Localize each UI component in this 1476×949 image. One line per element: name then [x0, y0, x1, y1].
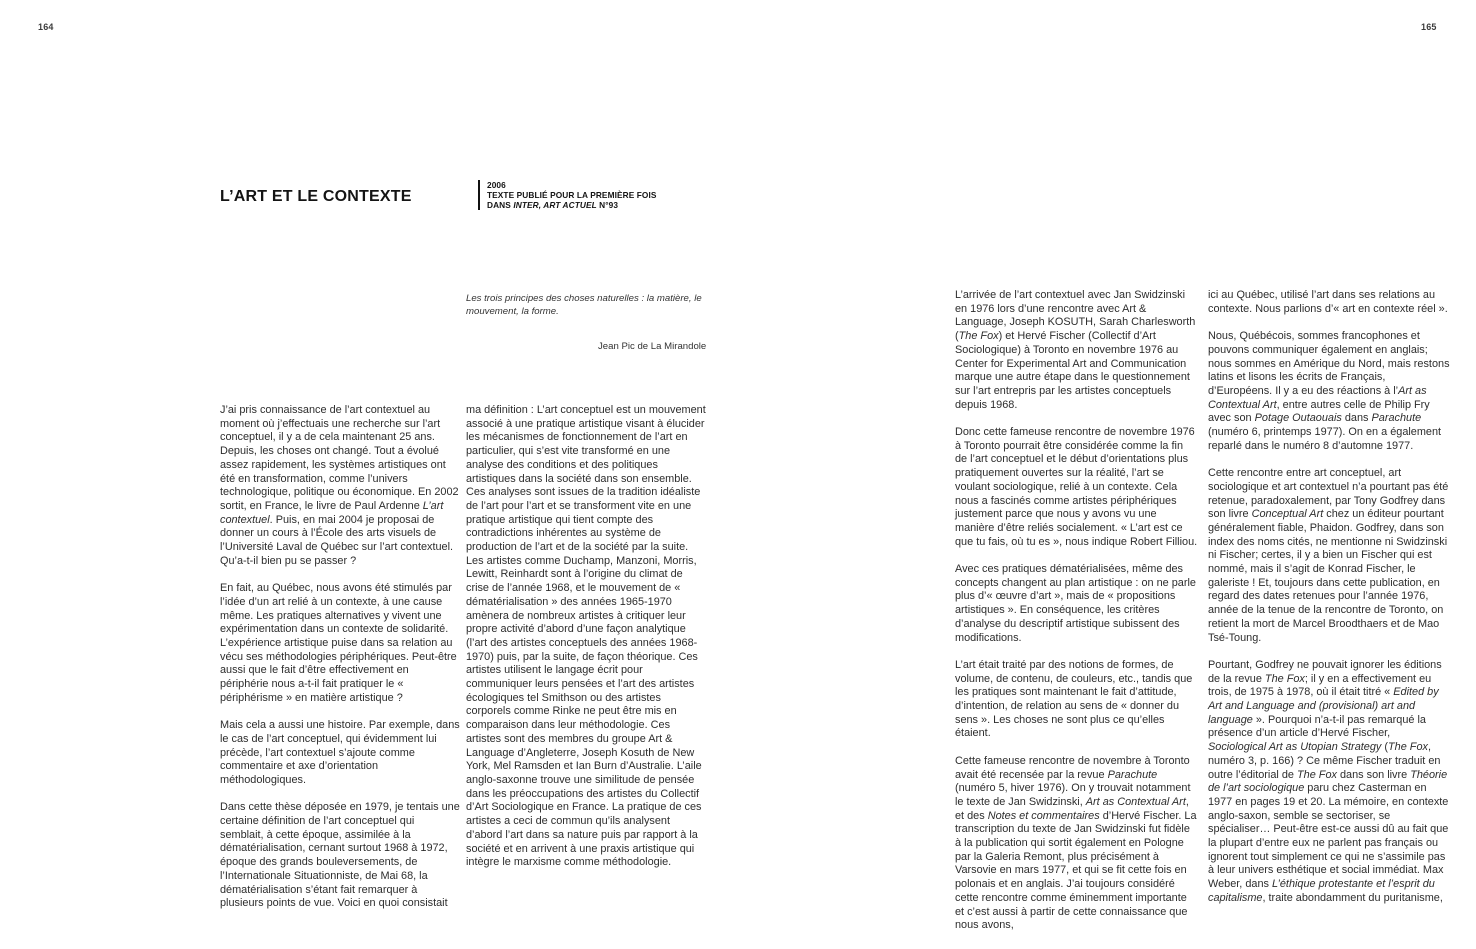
- paragraph: ici au Québec, utilisé l’art dans ses relations au contexte. Nous parlions d’« art en contexte réel ».: [1208, 289, 1448, 315]
- paragraph: Cette fameuse rencontre de novembre à Toronto avait été recensée par la revue Parachute (numéro 5, hiver 1976). On y trouvait notamment le texte de Jan Swidzinski, Art as Contextual Art, et des Notes et commentaires d’Hervé Fischer. La transcription du texte de Jan Swidzinski fut fidèle à la publication qui sortit également en Pologne par la Galeria Remont, plus précisément à Varsovie en mars 1977, et qui se fit cette fois en polonais et en anglais. J’ai toujours considéré cette rencontre comme éminemment importante et c’est aussi à partir de cette connaissance que nous avons,: [955, 754, 1197, 932]
- left-page-column-2: [466, 404, 706, 884]
- paragraph: Nous, Québécois, sommes francophones et pouvons communiquer également en anglais; nous sommes en Amérique du Nord, mais restons latins et lisons les écrits de Français, d’Européens. Il y a eu des réactions à l’Art as Contextual Art, entre autres celle de Philip Fry avec son Potage Outaouais dans Parachute (numéro 6, printemps 1977). On en a également reparlé dans le numéro 8 d’automne 1977.: [1208, 330, 1450, 452]
- publication-note-line3: DANS INTER, ART ACTUEL N°93: [487, 200, 619, 210]
- paragraph: J’ai pris connaissance de l’art contextuel au moment où j’effectuais une recherche sur l’art conceptuel, il y a de cela maintenant 25 ans. Depuis, les choses ont changé. Tout a évolué assez rapidement, les systèmes artistiques ont été en transformation, comme l’univers technologique, politique ou économique. En 2002 sortit, en France, le livre de Paul Ardenne L’art contextuel. Puis, en mai 2004 je proposai de donner un cours à l’École des arts visuels de l’Université Laval de Québec sur l’art contextuel. Qu’a-t-il bien pu se passer ?: [220, 404, 459, 567]
- publication-note: [478, 180, 657, 210]
- chapter-title: L’ART ET LE CONTEXTE: [220, 187, 412, 205]
- paragraph: L’art était traité par des notions de formes, de volume, de contenu, de couleurs, etc., tandis que les pratiques sont maintenant le fait d’attitude, d’intention, de relation au sens de « donner du sens ». Les choses ne sont plus ce qu’elles étaient.: [955, 658, 1193, 740]
- publication-note-year: 2006: [487, 180, 506, 190]
- epigraph-attribution: Jean Pic de La Mirandole: [598, 341, 707, 352]
- right-page-column-2: [1208, 289, 1451, 919]
- left-page-column-1: [220, 404, 460, 925]
- right-page-column-1: [955, 289, 1198, 947]
- page-number-left: 164: [38, 22, 54, 32]
- paragraph: ma définition : L’art conceptuel est un mouvement associé à une pratique artistique visant à élucider les mécanismes de fonctionnement de l’art en particulier, qui s’est vite transformé en une analyse des conditions et des politiques artistiques dans la société dans son ensemble. Ces analyses sont issues de la tradition idéaliste de l’art pour l’art et se transforment vite en une pratique artistique qui tient compte des contradictions inhérentes au système de production de l’art et de la société par la suite. Les artistes comme Duchamp, Manzoni, Morris, Lewitt, Reinhardt sont à l’origine du climat de crise de l’année 1968, et le mouvement de « dématérialisation » des années 1965-1970 amènera de nombreux artistes à critiquer leur propre activité d’abord d’une façon analytique (l’art des artistes conceptuels des années 1968-1970) puis, par la suite, de façon théorique. Ces artistes utilisent le langage écrit pour communiquer leurs pensées et l’art des artistes écologiques tel Smithson ou des artistes corporels comme Rinke ne peut être mis en comparaison dans leur méthodologie. Ces artistes sont des membres du groupe Art & Language d’Angleterre, Joseph Kosuth de New York, Mel Ramsden et Ian Burn d’Australie. L’aile anglo-saxonne trouve une similitude de pensée dans les préoccupations des artistes du Collectif d’Art Sociologique en France. La pratique de ces artistes a ceci de commun qu’ils analysent d’abord l’art dans sa nature puis par rapport à la société et en arrivent à une praxis artistique qui intègre le marxisme comme méthodologie.: [466, 404, 706, 869]
- paragraph: En fait, au Québec, nous avons été stimulés par l’idée d’un art relié à un contexte, à une cause même. Les pratiques alternatives y vivent une expérimentation dans un contexte de solidarité. L’expérience artistique puise dans sa relation au vécu ses méthodologies périphériques. Peut-être aussi que le fait d’être effectivement en périphérie nous a-t-il fait pratiquer le « périphérisme » en matière artistique ?: [220, 582, 457, 704]
- paragraph: Cette rencontre entre art conceptuel, art sociologique et art contextuel n’a pourtant pas été retenue, paradoxalement, par Tony Godfrey dans son livre Conceptual Art chez un éditeur pourtant généralement fiable, Phaidon. Godfrey, dans son index des noms cités, ne mentionne ni Swidzinski ni Fischer; certes, il y a bien un Fischer qui est nommé, mais il s’agit de Konrad Fischer, le galeriste ! Et, toujours dans cette publication, en regard des dates retenues pour l’année 1976, année de la tenue de la rencontre de Toronto, on retient la mort de Marcel Broodthaers et de Mao Tsé-Toung.: [1208, 467, 1449, 644]
- paragraph: Pourtant, Godfrey ne pouvait ignorer les éditions de la revue The Fox; il y en a effectivement eu trois, de 1975 à 1978, où il était titré « Edited by Art and Language and (provisional) art and language ». Pourquoi n’a-t-il pas remarqué la présence d’un article d’Hervé Fischer, Sociological Art as Utopian Strategy (The Fox, numéro 3, p. 166) ? Ce même Fischer traduit en outre l’éditorial de The Fox dans son livre Théorie de l’art sociologique paru chez Casterman en 1977 en pages 19 et 20. La mémoire, en contexte anglo-saxon, semble se sectoriser, se spécialiser… Peut-être est-ce aussi dû au fait que la plupart d’entre eux ne parlent pas français ou ignorent tout simplement ce qui ne s’assimile pas à leur univers esthétique et social immédiat. Max Weber, dans L’éthique protestante et l’esprit du capitalisme, traite abondamment du puritanisme,: [1208, 658, 1449, 904]
- epigraph-quote: Les trois principes des choses naturelles : la matière, le mouvement, la forme.: [466, 293, 702, 317]
- page-number-right: 165: [1421, 22, 1437, 32]
- paragraph: Dans cette thèse déposée en 1979, je tentais une certaine définition de l’art conceptuel qui semblait, à cette époque, assimilée à la dématérialisation, cernant surtout 1968 à 1972, époque des grands bouleversements, de l’Internationale Situationniste, de Mai 68, la dématérialisation s’étant fait remarquer à plusieurs points de vue. Voici en quoi consistait: [220, 801, 460, 910]
- paragraph: L’arrivée de l’art contextuel avec Jan Swidzinski en 1976 lors d’une rencontre avec Art & Language, Joseph KOSUTH, Sarah Charlesworth (The Fox) et Hervé Fischer (Collectif d’Art Sociologique) à Toronto en novembre 1976 au Center for Experimental Art and Communication marque une autre étape dans le questionnement sur l’art entrepris par les artistes conceptuels depuis 1968.: [955, 289, 1196, 411]
- paragraph: Avec ces pratiques dématérialisées, même des concepts changent au plan artistique : on ne parle plus d’« œuvre d’art », mais de « propositions artistiques ». En conséquence, les critères d’analyse du descriptif artistique subissent des modifications.: [955, 563, 1196, 644]
- paragraph: Mais cela a aussi une histoire. Par exemple, dans le cas de l’art conceptuel, qui évidemment lui précède, l’art contextuel s’ajoute comme commentaire et axe d’orientation méthodologiques.: [220, 719, 460, 786]
- publication-note-line2: TEXTE PUBLIÉ POUR LA PREMIÈRE FOIS: [487, 190, 657, 200]
- paragraph: Donc cette fameuse rencontre de novembre 1976 à Toronto pourrait être considérée comme la fin de l’art conceptuel et le début d’orientations plus pratiquement ouvertes sur la réalité, l’art se voulant sociologique, relié à un contexte. Cela nous a fascinés comme artistes périphériques justement parce que nous y avons vu une manière d’être reliés socialement. « L’art est ce que tu fais, où tu es », nous indique Robert Filliou.: [955, 426, 1198, 548]
